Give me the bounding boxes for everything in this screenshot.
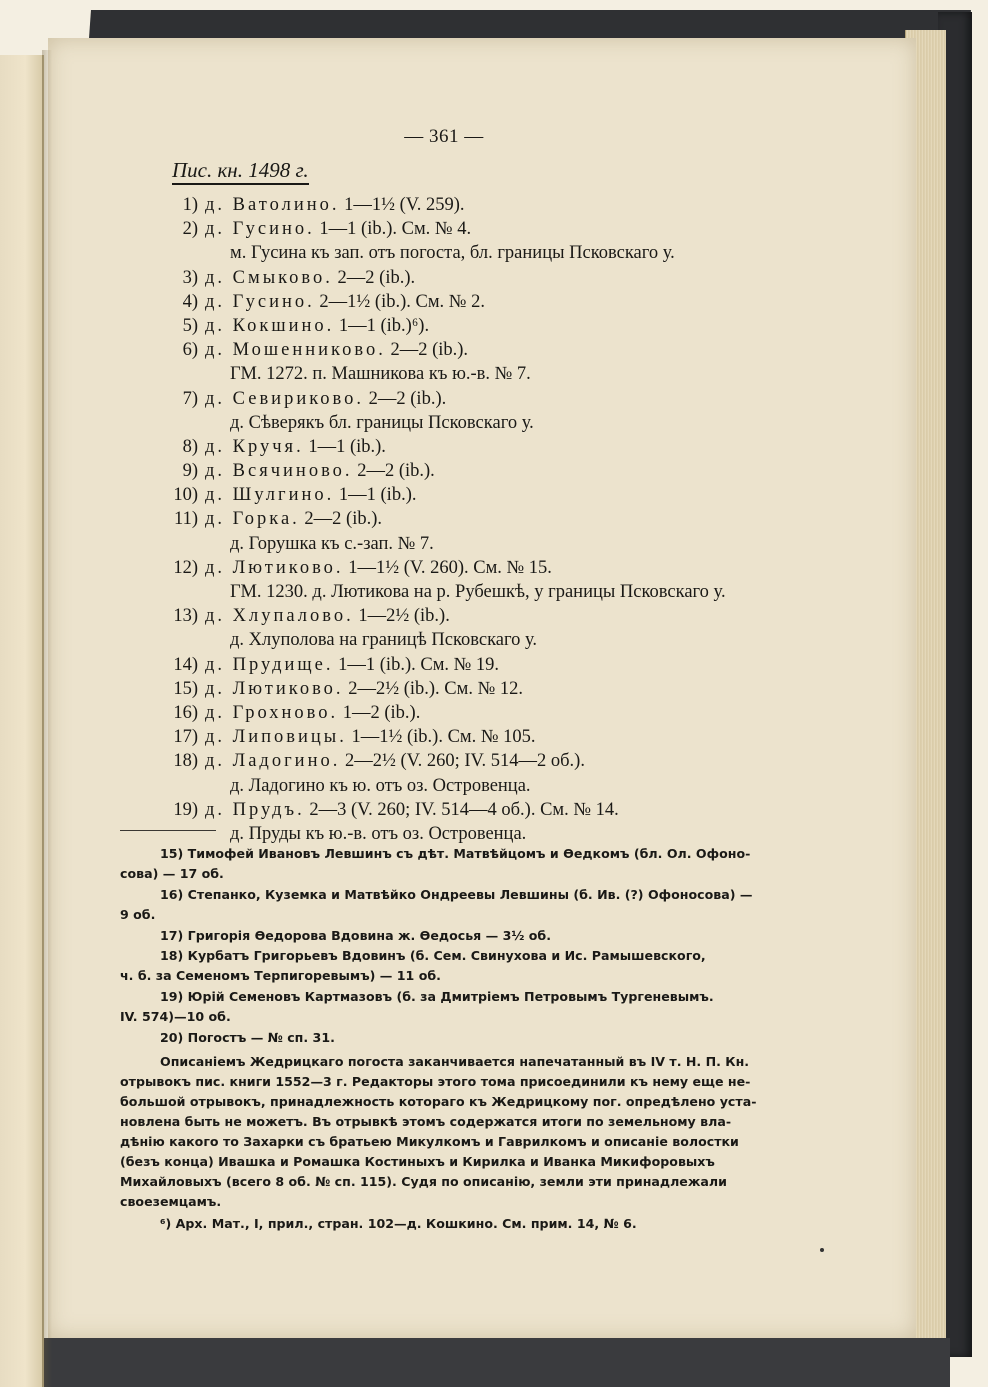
entry-number: 10) [173, 485, 198, 506]
footnotes-list [120, 844, 780, 1048]
entry-details: 1—1 (ib.)⁶). [338, 315, 430, 336]
entry-details: 2—2½ (ib.). См. № 12. [348, 678, 523, 699]
entry-line [160, 241, 820, 265]
page-number: — 361 — [404, 126, 484, 147]
paragraph-line: большой отрывокъ, принадлежность котораго къ Жедрицкому пог. опредѣлено уста- [120, 1093, 757, 1109]
village-name: д. Всячиново. [205, 461, 353, 482]
footnote-separator [120, 830, 216, 831]
entry-number: 14) [173, 654, 198, 675]
commentary-paragraph [120, 1052, 780, 1212]
last-footnote: ⁶) Арх. Мат., I, прил., стран. 102—д. Кошкино. См. прим. 14, № 6. [160, 1215, 637, 1231]
entry-details: 1—1 (ib.). См. № 4. [319, 219, 472, 240]
entry-details: 1—2½ (ib.). [358, 606, 450, 627]
entry-text [205, 677, 523, 701]
entry-details: 2—2 (ib.). [337, 267, 416, 288]
village-name: д. Липовицы. [205, 727, 347, 748]
entry-number: 11) [174, 509, 198, 530]
village-name: д. Хлупалово. [205, 606, 354, 627]
paragraph-line: отрывокъ пис. книги 1552—3 г. Редакторы этого тома присоединили къ нему еще не- [120, 1073, 751, 1089]
entry-text [205, 725, 536, 749]
entry-text [205, 459, 435, 483]
entry-details: 1—1½ (V. 260). См. № 15. [348, 557, 552, 578]
entry-line [160, 459, 820, 483]
entry-number: 9) [182, 461, 198, 482]
entry-line [160, 483, 820, 507]
entry-number: 7) [182, 388, 198, 409]
village-name: д. Гусино. [205, 291, 315, 312]
entry-details: 2—2 (ib.). [357, 461, 435, 482]
entry-line [160, 604, 820, 628]
entry-details: 2—2 (ib.). [304, 509, 382, 530]
entry-text [205, 604, 450, 628]
entry-line [160, 749, 820, 773]
village-name: д. Севириково. [205, 388, 365, 409]
footnote-line: 16) Степанко, Куземка и Матвѣйко Ондреевы Левшины (б. Ив. (?) Офоносова) — [160, 886, 753, 902]
entry-details: 2—3 (V. 260; IV. 514—4 об.). См. № 14. [309, 799, 619, 820]
entry-line [160, 532, 820, 556]
footnote-line: 19) Юрій Семеновъ Картмазовъ (б. за Дмитріемъ Петровымъ Тургеневымъ. [160, 988, 714, 1004]
entry-subline: ГМ. 1272. п. Машникова къ ю.-в. № 7. [230, 364, 531, 385]
entry-line [160, 725, 820, 749]
village-name: д. Прудище. [205, 654, 334, 675]
entry-line [160, 677, 820, 701]
entry-number: 8) [182, 436, 198, 457]
entry-subline: д. Ладогино къ ю. отъ оз. Островенца. [230, 775, 531, 796]
entry-number: 3) [182, 267, 198, 288]
paragraph-line: (безъ конца) Ивашка и Ромашка Костиныхъ и Кирилка и Иванка Микифоровыхъ [120, 1153, 715, 1169]
entry-line [160, 628, 820, 652]
village-name: д. Ватолино. [205, 195, 340, 215]
entry-line [160, 798, 820, 822]
footnote-line: 17) Григорія Өедорова Вдовина ж. Өедосья — 3½ об. [160, 927, 552, 943]
ink-dot [820, 1248, 824, 1252]
entry-subline: д. Сѣверякъ бл. границы Псковскаго у. [230, 412, 534, 433]
footnote-line: IV. 574)—10 об. [120, 1009, 231, 1025]
entry-number: 5) [182, 315, 198, 336]
village-name: д. Ладогино. [205, 751, 341, 772]
entry-details: 1—1½ (ib.). См. № 105. [351, 727, 536, 748]
left-page [0, 55, 44, 1387]
entry-text [205, 507, 382, 531]
entry-text [205, 193, 465, 217]
entry-details: 1—1 (ib.). См. № 19. [338, 654, 500, 675]
entry-number: 2) [182, 219, 198, 240]
entry-line [160, 580, 820, 604]
entry-details: 1—1 (ib.). [308, 436, 386, 457]
entry-number: 1) [182, 195, 198, 215]
entry-subline: м. Гусина къ зап. отъ погоста, бл. границы Псковскаго у. [230, 243, 675, 264]
village-name: д. Горка. [205, 509, 300, 530]
entry-details: 2—2½ (V. 260; IV. 514—2 об.). [344, 751, 585, 772]
entry-text [205, 701, 420, 725]
entry-line [160, 411, 820, 435]
paragraph-line: дѣнію какого то Захарки съ братьею Микулкомъ и Гаврилкомъ и описаніе волостки [120, 1133, 739, 1149]
entries-list [160, 193, 820, 846]
footnotes-block [120, 844, 780, 1234]
village-name: д. Грохново. [205, 702, 339, 723]
entry-line [160, 338, 820, 362]
entry-details: 2—2 (ib.). [368, 388, 447, 409]
village-name: д. Кручя. [205, 436, 304, 457]
entry-number: 6) [182, 340, 198, 361]
entry-line [160, 290, 820, 314]
entry-line [160, 556, 820, 580]
entry-details: 2—2 (ib.). [390, 340, 469, 361]
entry-text [205, 290, 485, 314]
entry-text [205, 266, 415, 290]
entry-subline: д. Пруды къ ю.-в. отъ оз. Островенца. [230, 823, 527, 844]
entry-line [160, 507, 820, 531]
entry-line [160, 362, 820, 386]
village-name: д. Прудъ. [205, 799, 305, 820]
village-name: д. Кокшино. [205, 315, 335, 336]
paragraph-line: своеземцамъ. [120, 1193, 222, 1209]
entry-number: 17) [173, 727, 198, 748]
entry-subline: д. Горушка къ с.-зап. № 7. [230, 533, 434, 554]
background-surface [30, 1338, 950, 1387]
village-name: д. Лютиково. [205, 557, 344, 578]
entry-details: 1—1½ (V. 259). [344, 195, 465, 215]
entry-line [160, 653, 820, 677]
entry-text [205, 556, 552, 580]
entry-text [205, 387, 446, 411]
footnote-line: 20) Погостъ — № сп. 31. [160, 1029, 335, 1045]
entry-line [160, 217, 820, 241]
entry-number: 18) [173, 751, 198, 772]
paragraph-line: новлена быть не можетъ. Въ отрывкѣ этомъ содержатся итоги по земельному вла- [120, 1113, 732, 1129]
entry-number: 15) [173, 678, 198, 699]
entry-line [160, 193, 820, 217]
entry-text [205, 217, 471, 241]
entry-number: 19) [173, 799, 198, 820]
entry-text [205, 749, 585, 773]
entry-text [205, 483, 416, 507]
footnote-line: 9 об. [120, 907, 156, 923]
village-name: д. Гусино. [205, 219, 315, 240]
entry-line [160, 387, 820, 411]
entry-line [160, 266, 820, 290]
entry-subline: д. Хлуполова на границѣ Псковскаго у. [230, 630, 538, 651]
footnote-line: 18) Курбатъ Григорьевъ Вдовинъ (б. Сем. Свинухова и Ис. Рамышевского, [160, 947, 706, 963]
footnote-line: ч. б. за Семеномъ Терпигоревымъ) — 11 об. [120, 968, 441, 984]
village-name: д. Шулгино. [205, 485, 335, 506]
footnote-line: 15) Тимофей Ивановъ Левшинъ съ дѣт. Матвѣйцомъ и Өедкомъ (бл. Ол. Офоно- [160, 846, 751, 861]
spine-shadow [42, 50, 52, 1387]
entry-line [160, 701, 820, 725]
footnote-line: сова) — 17 об. [120, 866, 224, 882]
entry-text [205, 338, 468, 362]
entry-details: 1—2 (ib.). [342, 702, 421, 723]
entry-number: 4) [182, 291, 198, 312]
entry-text [205, 653, 499, 677]
book-cover-top [89, 10, 971, 38]
entry-line [160, 314, 820, 338]
entry-details: 1—1 (ib.). [338, 485, 417, 506]
entry-subline: ГМ. 1230. д. Лютикова на р. Рубешкѣ, у границы Псковскаго у. [230, 582, 726, 602]
paragraph-line: Описаніемъ Жедрицкаго погоста заканчивается напечатанный въ IV т. Н. П. Кн. [160, 1053, 750, 1069]
village-name: д. Смыково. [205, 267, 333, 288]
section-heading: Пис. кн. 1498 г. [172, 158, 309, 185]
entry-details: 2—1½ (ib.). См. № 2. [319, 291, 485, 312]
entry-line [160, 774, 820, 798]
entry-number: 16) [173, 702, 198, 723]
paragraph-line: Михайловыхъ (всего 8 об. № сп. 115). Судя по описанію, земли эти принадлежали [120, 1173, 727, 1189]
entry-text [205, 314, 429, 338]
village-name: д. Мошенниково. [205, 340, 386, 361]
entry-text [205, 435, 386, 459]
entry-text [205, 798, 619, 822]
entry-number: 12) [173, 557, 198, 578]
entry-number: 13) [173, 606, 198, 627]
village-name: д. Лютиково. [205, 678, 344, 699]
entry-line [160, 822, 820, 846]
entry-line [160, 435, 820, 459]
